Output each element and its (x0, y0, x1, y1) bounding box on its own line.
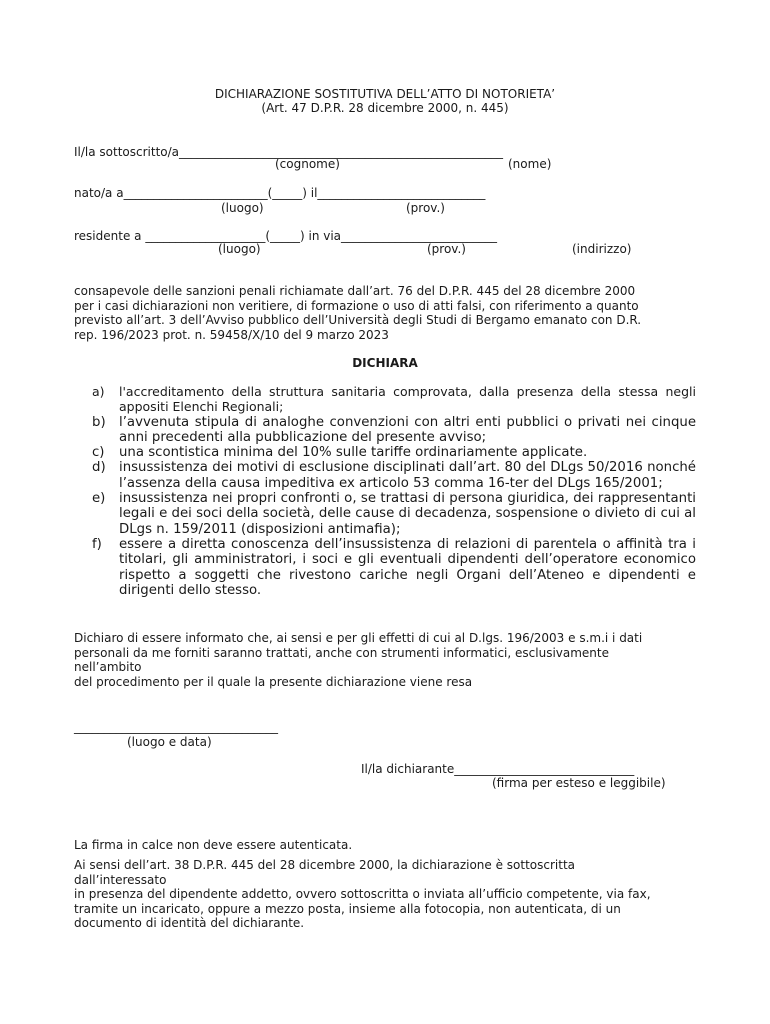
place-date-line: __________________________________ (74, 720, 278, 734)
declaration-marker: e) (92, 491, 106, 507)
subscriber-cognome-label: (cognome) (275, 157, 340, 171)
declarant-signature-line: Il/la dichiarante______________________________ (361, 762, 635, 776)
intro-line: previsto all’art. 3 dell’Avviso pubblico dell’Università degli Studi di Bergamo emanato con D.R. (74, 313, 642, 327)
declaration-item (92, 384, 696, 415)
declaration-text: essere a diretta conoscenza dell’insussistenza di relazioni di parentela o affinità tra i titolari, gli amministratori, i soci e gli eventuali dipendenti dell’operatore economico rispetto a soggetti che rivestono cariche negli Organi dell’Ateneo e dipendenti e dirigenti dello stesso. (119, 536, 696, 598)
declaration-item (92, 537, 696, 598)
intro-line: consapevole delle sanzioni penali richiamate dall’art. 76 del D.P.R. 445 del 28 dicembre 2000 (74, 284, 636, 298)
subscriber-line: Il/la sottoscritto/a______________________________________________________ (74, 145, 504, 159)
declaration-text: insussistenza nei propri confronti o, se trattasi di persona giuridica, dei rappresentanti legali e dei soci della società, delle cause di decadenza, sospensione o divieto di cui al DLgs n. 159/2011 (disposizioni antimafia); (119, 491, 696, 537)
intro-line: per i casi dichiarazioni non veritiere, di formazione o uso di atti falsi, con riferimento a quanto (74, 298, 639, 313)
final-note-line: Ai sensi dell’art. 38 D.P.R. 445 del 28 dicembre 2000, la dichiarazione è sottoscritta (74, 858, 576, 872)
birth-luogo-label: (luogo) (221, 201, 264, 215)
declaration-marker: f) (92, 536, 102, 552)
birth-prov-label: (prov.) (406, 201, 445, 215)
declaration-marker: a) (92, 384, 105, 399)
declaration-text: l'accreditamento della struttura sanitaria comprovata, dalla presenza della stessa negli appositi Elenchi Regionali; (119, 384, 696, 415)
declaration-marker: d) (92, 460, 106, 476)
declares-heading: DICHIARA (352, 356, 418, 370)
residence-luogo-label: (luogo) (218, 242, 261, 256)
privacy-paragraph (74, 631, 696, 689)
privacy-line: Dichiaro di essere informato che, ai sensi e per gli effetti di cui al D.lgs. 196/2003 e s.m.i i dati (74, 631, 643, 645)
final-note (74, 858, 696, 931)
final-note-line: in presenza del dipendente addetto, ovvero sottoscritta o inviata all’ufficio competente, via fax, (74, 887, 651, 901)
intro-paragraph (74, 284, 696, 342)
final-note-line: documento di identità del dichiarante. (74, 916, 305, 930)
residence-line: residente a ____________________(_____) in via__________________________ (74, 229, 498, 243)
residence-prov-label: (prov.) (427, 242, 466, 256)
document-subtitle: (Art. 47 D.P.R. 28 dicembre 2000, n. 445) (261, 101, 509, 115)
birth-line: nato/a a________________________(_____) il____________________________ (74, 186, 486, 200)
privacy-line: del procedimento per il quale la presente dichiarazione viene resa (74, 674, 473, 689)
declaration-item (92, 460, 696, 491)
declaration-text: insussistenza dei motivi di esclusione disciplinati dall’art. 80 del DLgs 50/2016 nonché l’assenza della causa impeditiva ex articolo 53 comma 16-ter del DLgs 165/2001; (119, 460, 696, 491)
place-date-label: (luogo e data) (127, 735, 212, 749)
privacy-line: personali da me forniti saranno trattati, anche con strumenti informatici, esclusivamente (74, 645, 610, 660)
declaration-text: l’avvenuta stipula di analoghe convenzioni con altri enti pubblici o privati nei cinque anni precedenti alla pubblicazione del presente avviso; (119, 414, 696, 445)
declarations-list (92, 384, 696, 598)
declaration-marker: b) (92, 414, 106, 430)
final-note-line: tramite un incaricato, oppure a mezzo posta, insieme alla fotocopia, non autenticata, di un (74, 901, 621, 916)
final-note-line: dall’interessato (74, 872, 167, 887)
subscriber-nome-label: (nome) (508, 157, 552, 171)
intro-line: rep. 196/2023 prot. n. 59458/X/10 del 9 marzo 2023 (74, 327, 389, 342)
declaration-marker: c) (92, 445, 105, 461)
declaration-item (92, 445, 696, 460)
document-title: DICHIARAZIONE SOSTITUTIVA DELL’ATTO DI NOTORIETA’ (214, 87, 556, 101)
declarant-signature-label: (firma per esteso e leggibile) (492, 776, 666, 790)
declaration-item (92, 491, 696, 537)
no-authentication-note: La firma in calce non deve essere autenticata. (74, 838, 353, 852)
privacy-line: nell’ambito (74, 660, 142, 674)
declaration-item (92, 415, 696, 446)
declaration-text: una scontistica minima del 10% sulle tariffe ordinariamente applicate. (119, 445, 588, 461)
residence-indirizzo-label: (indirizzo) (572, 242, 632, 256)
